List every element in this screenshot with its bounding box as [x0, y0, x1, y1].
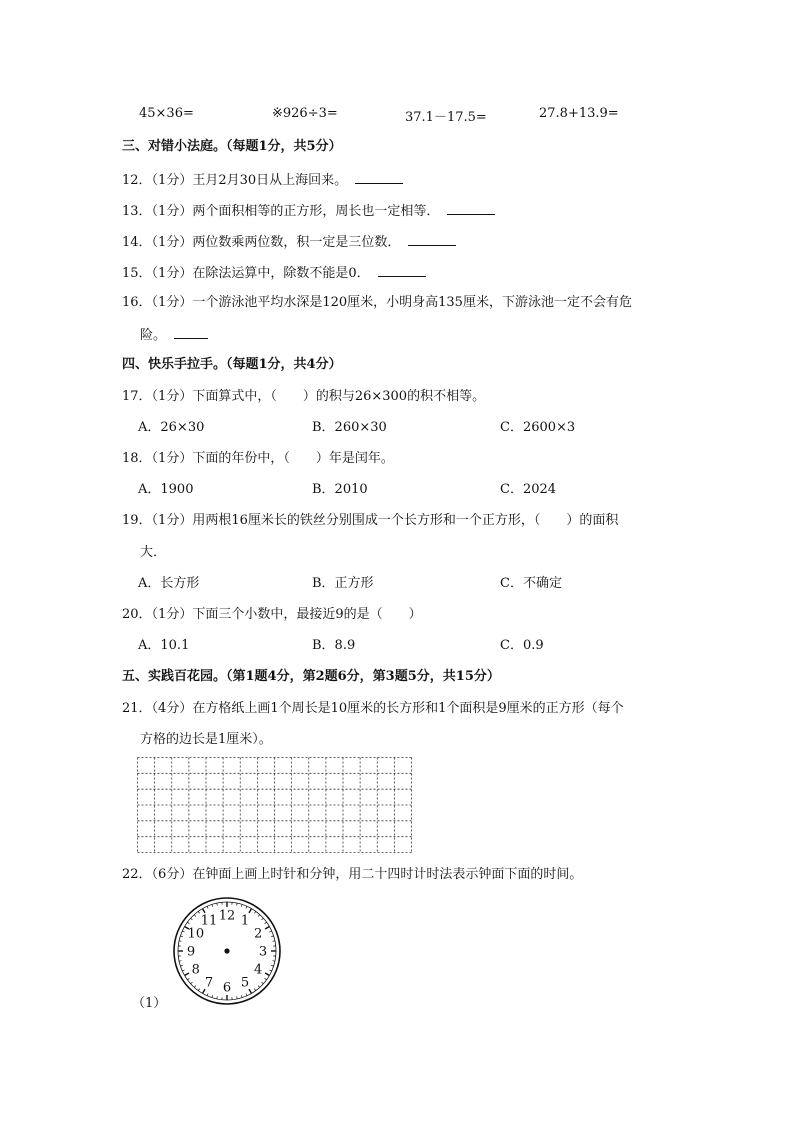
clock-hour-tick: [249, 909, 252, 913]
clock-minute-tick: [271, 965, 273, 966]
section-4-title: 四、快乐手拉手。（每题1分，共4分）: [122, 357, 342, 372]
option-17-a[interactable]: A．26×30: [138, 420, 205, 435]
clock-number: 10: [187, 926, 205, 942]
clock-minute-tick: [212, 995, 213, 997]
clock-hour-tick: [203, 909, 206, 913]
answer-blank-16[interactable]: [174, 325, 208, 339]
calc-3: 37.1－17.5=: [405, 110, 487, 125]
clock-minute-tick: [179, 941, 181, 942]
clock-minute-tick: [179, 961, 181, 962]
question-16-continued: 险。: [140, 325, 208, 345]
option-17-c[interactable]: C．2600×3: [500, 420, 576, 435]
question-14: 14．（1分）两位数乘两位数，积一定是三位数．: [122, 232, 456, 252]
clock-number: 11: [200, 913, 218, 929]
question-18: 18．（1分）下面的年份中，（ ）年是闰年。: [122, 451, 394, 466]
clock-number: 3: [258, 944, 268, 960]
option-20-c[interactable]: C．0.9: [500, 638, 544, 653]
option-19-a[interactable]: A．长方形: [138, 576, 200, 591]
clock-minute-tick: [254, 989, 255, 991]
clock-hour-tick: [185, 973, 189, 976]
option-18-a[interactable]: A．1900: [138, 482, 194, 497]
question-22: 22．（6分）在钟面上画上时针和分钟，用二十四时计时法表示钟面下面的时间。: [122, 867, 583, 882]
clock-minute-tick: [237, 996, 238, 998]
clock-minute-tick: [212, 904, 213, 906]
option-20-a[interactable]: A．10.1: [138, 638, 190, 653]
option-17-b[interactable]: B．260×30: [312, 420, 387, 435]
clock-number: 2: [254, 926, 263, 942]
option-18-b[interactable]: B．2010: [312, 482, 368, 497]
clock-minute-tick: [241, 995, 242, 997]
clock-minute-tick: [191, 982, 193, 984]
question-16: 16．（1分）一个游泳池平均水深是120厘米，小明身高135厘米，下游泳池一定不会有危: [122, 295, 632, 310]
clock-number: 9: [186, 944, 196, 960]
calc-2: ※926÷3=: [272, 106, 338, 121]
option-20-b[interactable]: B．8.9: [312, 638, 356, 653]
question-19: 19．（1分）用两根16厘米长的铁丝分别围成一个长方形和一个正方形，（ ）的面积: [122, 513, 619, 528]
clock-minute-tick: [180, 965, 182, 966]
clock-minute-tick: [269, 931, 271, 932]
clock-minute-tick: [191, 918, 193, 920]
clock-minute-tick: [187, 978, 189, 979]
clock-label-1: （1）: [132, 996, 167, 1011]
clock-minute-tick: [265, 978, 267, 979]
section-5-title: 五、实践百花园。（第1题4分，第2题6分，第3题5分，共15分）: [122, 669, 500, 684]
clock-minute-tick: [246, 993, 247, 995]
calc-1: 45×36=: [139, 106, 194, 121]
question-19-continued: 大．: [140, 545, 167, 560]
question-12: 12．（1分）王月2月30日从上海回来。: [122, 170, 403, 190]
answer-blank-14[interactable]: [408, 232, 456, 246]
clock-minute-tick: [265, 922, 267, 923]
answer-blank-12[interactable]: [355, 170, 403, 184]
question-21: 21．（4分）在方格纸上画1个周长是10厘米的长方形和1个面积是9厘米的正方形（每个: [122, 701, 624, 716]
clock-number: 8: [191, 962, 200, 978]
clock-number: 5: [240, 975, 250, 991]
option-19-c[interactable]: C．不确定: [500, 576, 562, 591]
clock-minute-tick: [241, 904, 242, 906]
clock-minute-tick: [217, 996, 218, 998]
clock-minute-tick: [198, 989, 199, 991]
clock-hour-tick: [265, 927, 269, 930]
clock-minute-tick: [237, 903, 238, 905]
clock-minute-tick: [269, 970, 271, 971]
clock-minute-tick: [272, 941, 274, 942]
clock-minute-tick: [262, 918, 264, 920]
clock-minute-tick: [258, 986, 260, 988]
grid-paper[interactable]: [137, 757, 412, 853]
section-3-title: 三、对错小法庭。（每题1分，共5分）: [122, 139, 342, 154]
clock-center-dot: [224, 948, 229, 953]
clock-minute-tick: [246, 906, 247, 908]
clock-minute-tick: [198, 911, 199, 913]
calc-4: 27.8+13.9=: [539, 106, 619, 121]
clock-number: 7: [204, 975, 214, 991]
question-21-continued: 方格的边长是1厘米）。: [140, 732, 272, 747]
clock-minute-tick: [187, 922, 189, 923]
clock-minute-tick: [207, 993, 208, 995]
clock-hour-tick: [249, 989, 252, 993]
question-20: 20．（1分）下面三个小数中，最接近9的是（ ）: [122, 607, 422, 622]
option-18-c[interactable]: C．2024: [500, 482, 557, 497]
question-15: 15．（1分）在除法运算中，除数不能是0．: [122, 263, 426, 283]
clock-number: 6: [222, 980, 232, 996]
clock-hour-tick: [265, 973, 269, 976]
clock-number: 4: [254, 962, 263, 978]
clock-minute-tick: [180, 936, 182, 937]
clock-minute-tick: [182, 970, 184, 971]
clock-number: 12: [218, 908, 236, 924]
clock-minute-tick: [207, 906, 208, 908]
clock-number: 1: [240, 913, 250, 929]
clock-minute-tick: [272, 961, 274, 962]
clock-minute-tick: [271, 936, 273, 937]
question-17: 17．（1分）下面算式中，（ ）的积与26×300的积不相等。: [122, 389, 486, 404]
clock-face[interactable]: [172, 896, 282, 1006]
clock-minute-tick: [182, 931, 184, 932]
clock-minute-tick: [254, 911, 255, 913]
clock-minute-tick: [194, 986, 196, 988]
clock-minute-tick: [262, 982, 264, 984]
clock-minute-tick: [194, 915, 196, 917]
clock-minute-tick: [258, 915, 260, 917]
clock-minute-tick: [217, 903, 218, 905]
answer-blank-13[interactable]: [447, 201, 495, 215]
option-19-b[interactable]: B．正方形: [312, 576, 374, 591]
answer-blank-15[interactable]: [378, 263, 426, 277]
question-13: 13．（1分）两个面积相等的正方形，周长也一定相等．: [122, 201, 495, 221]
